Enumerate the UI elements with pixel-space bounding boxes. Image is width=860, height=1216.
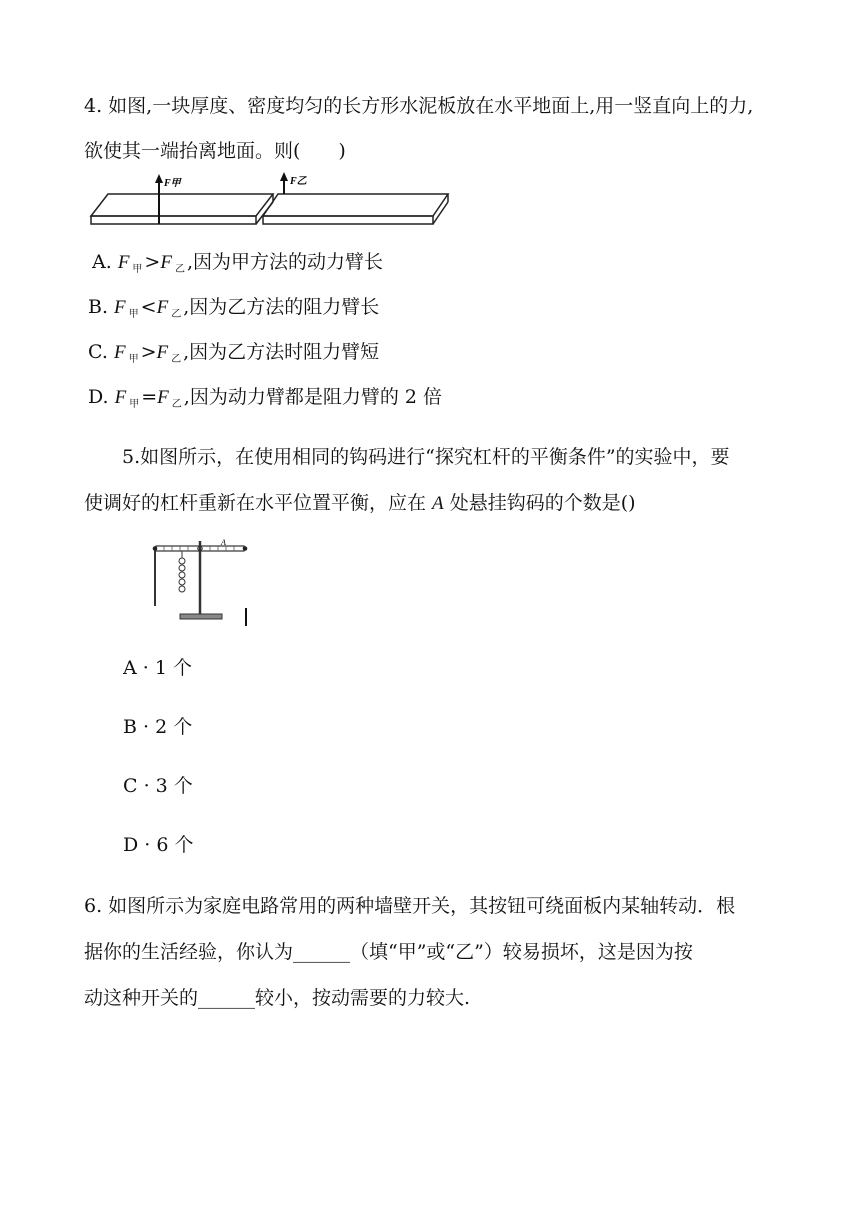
symbol-f: F — [156, 342, 169, 363]
operator: > — [144, 251, 161, 273]
symbol-f: F — [113, 342, 126, 363]
option-text: ,因为动力臂都是阻力臂的 2 倍 — [183, 386, 442, 408]
q5-option-b[interactable]: B · 2 个 — [123, 716, 193, 738]
subscript: 甲 — [128, 309, 139, 320]
q5-stem-text: 处悬挂钩码的个数是() — [443, 492, 636, 514]
option-text: ,因为乙方法的阻力臂长 — [183, 296, 380, 318]
subscript: 乙 — [171, 309, 182, 320]
q4-option-b[interactable] — [88, 295, 379, 323]
subscript: 甲 — [132, 264, 143, 275]
q4-option-c[interactable] — [88, 340, 379, 368]
q4-stem-line1: 4. 如图,一块厚度、密度均匀的长方形水泥板放在水平地面上,用一竖直向上的力, — [84, 95, 754, 117]
subscript: 乙 — [171, 399, 182, 410]
subscript: 甲 — [128, 354, 139, 365]
operator: > — [140, 341, 157, 363]
q5-option-d[interactable]: D · 6 个 — [123, 834, 194, 856]
q4-option-d[interactable] — [88, 385, 442, 413]
option-text: ,因为乙方法时阻力臂短 — [183, 341, 380, 363]
q4-option-a[interactable] — [92, 250, 383, 278]
q5-stem-text: 使调好的杠杆重新在水平位置平衡，应在 — [84, 492, 433, 514]
force-label-right: F乙 — [290, 176, 307, 187]
symbol-f: F — [117, 252, 130, 273]
hanging-weights — [179, 551, 185, 592]
lever-label-a: A — [221, 538, 226, 547]
subscript: 乙 — [174, 264, 185, 275]
option-letter: A. — [92, 251, 118, 273]
q5-stem-line1: 5.如图所示，在使用相同的钩码进行“探究杠杆的平衡条件”的实验中，要 — [122, 446, 730, 468]
left-slab — [91, 194, 273, 224]
subscript: 甲 — [129, 399, 140, 410]
q4-stem-line2: 欲使其一端抬离地面。则( ) — [84, 140, 346, 162]
force-arrow-right — [280, 172, 288, 194]
q4-figure-slabs — [88, 170, 458, 230]
symbol-f: F — [114, 297, 126, 318]
operator: < — [140, 296, 157, 318]
q6-stem-line3: 动这种开关的______较小，按动需要的力较大. — [84, 987, 471, 1009]
symbol-f: F — [157, 387, 169, 408]
point-a-symbol: A — [432, 493, 444, 514]
option-letter: C. — [88, 341, 114, 363]
stand-base — [180, 614, 222, 619]
force-label-left: F甲 — [164, 178, 181, 189]
q6-stem-line2: 据你的生活经验，你认为______（填“甲”或“乙”）较易损坏，这是因为按 — [84, 941, 693, 963]
q5-option-c[interactable]: C · 3 个 — [123, 775, 193, 797]
option-letter: D. — [88, 386, 115, 408]
symbol-f: F — [114, 387, 127, 408]
subscript: 乙 — [171, 354, 182, 365]
q5-option-a[interactable]: A · 1 个 — [123, 657, 192, 679]
option-letter: B. — [88, 296, 115, 318]
right-slab — [263, 194, 448, 224]
symbol-f: F — [160, 252, 172, 273]
q6-stem-line1: 6. 如图所示为家庭电路常用的两种墙壁开关，其按钮可绕面板内某轴转动．根 — [84, 895, 736, 917]
operator: = — [141, 386, 158, 408]
q5-stem-line2 — [84, 491, 636, 516]
option-text: ,因为甲方法的动力臂长 — [186, 251, 383, 273]
q5-figure-lever — [150, 536, 260, 628]
symbol-f: F — [156, 297, 169, 318]
